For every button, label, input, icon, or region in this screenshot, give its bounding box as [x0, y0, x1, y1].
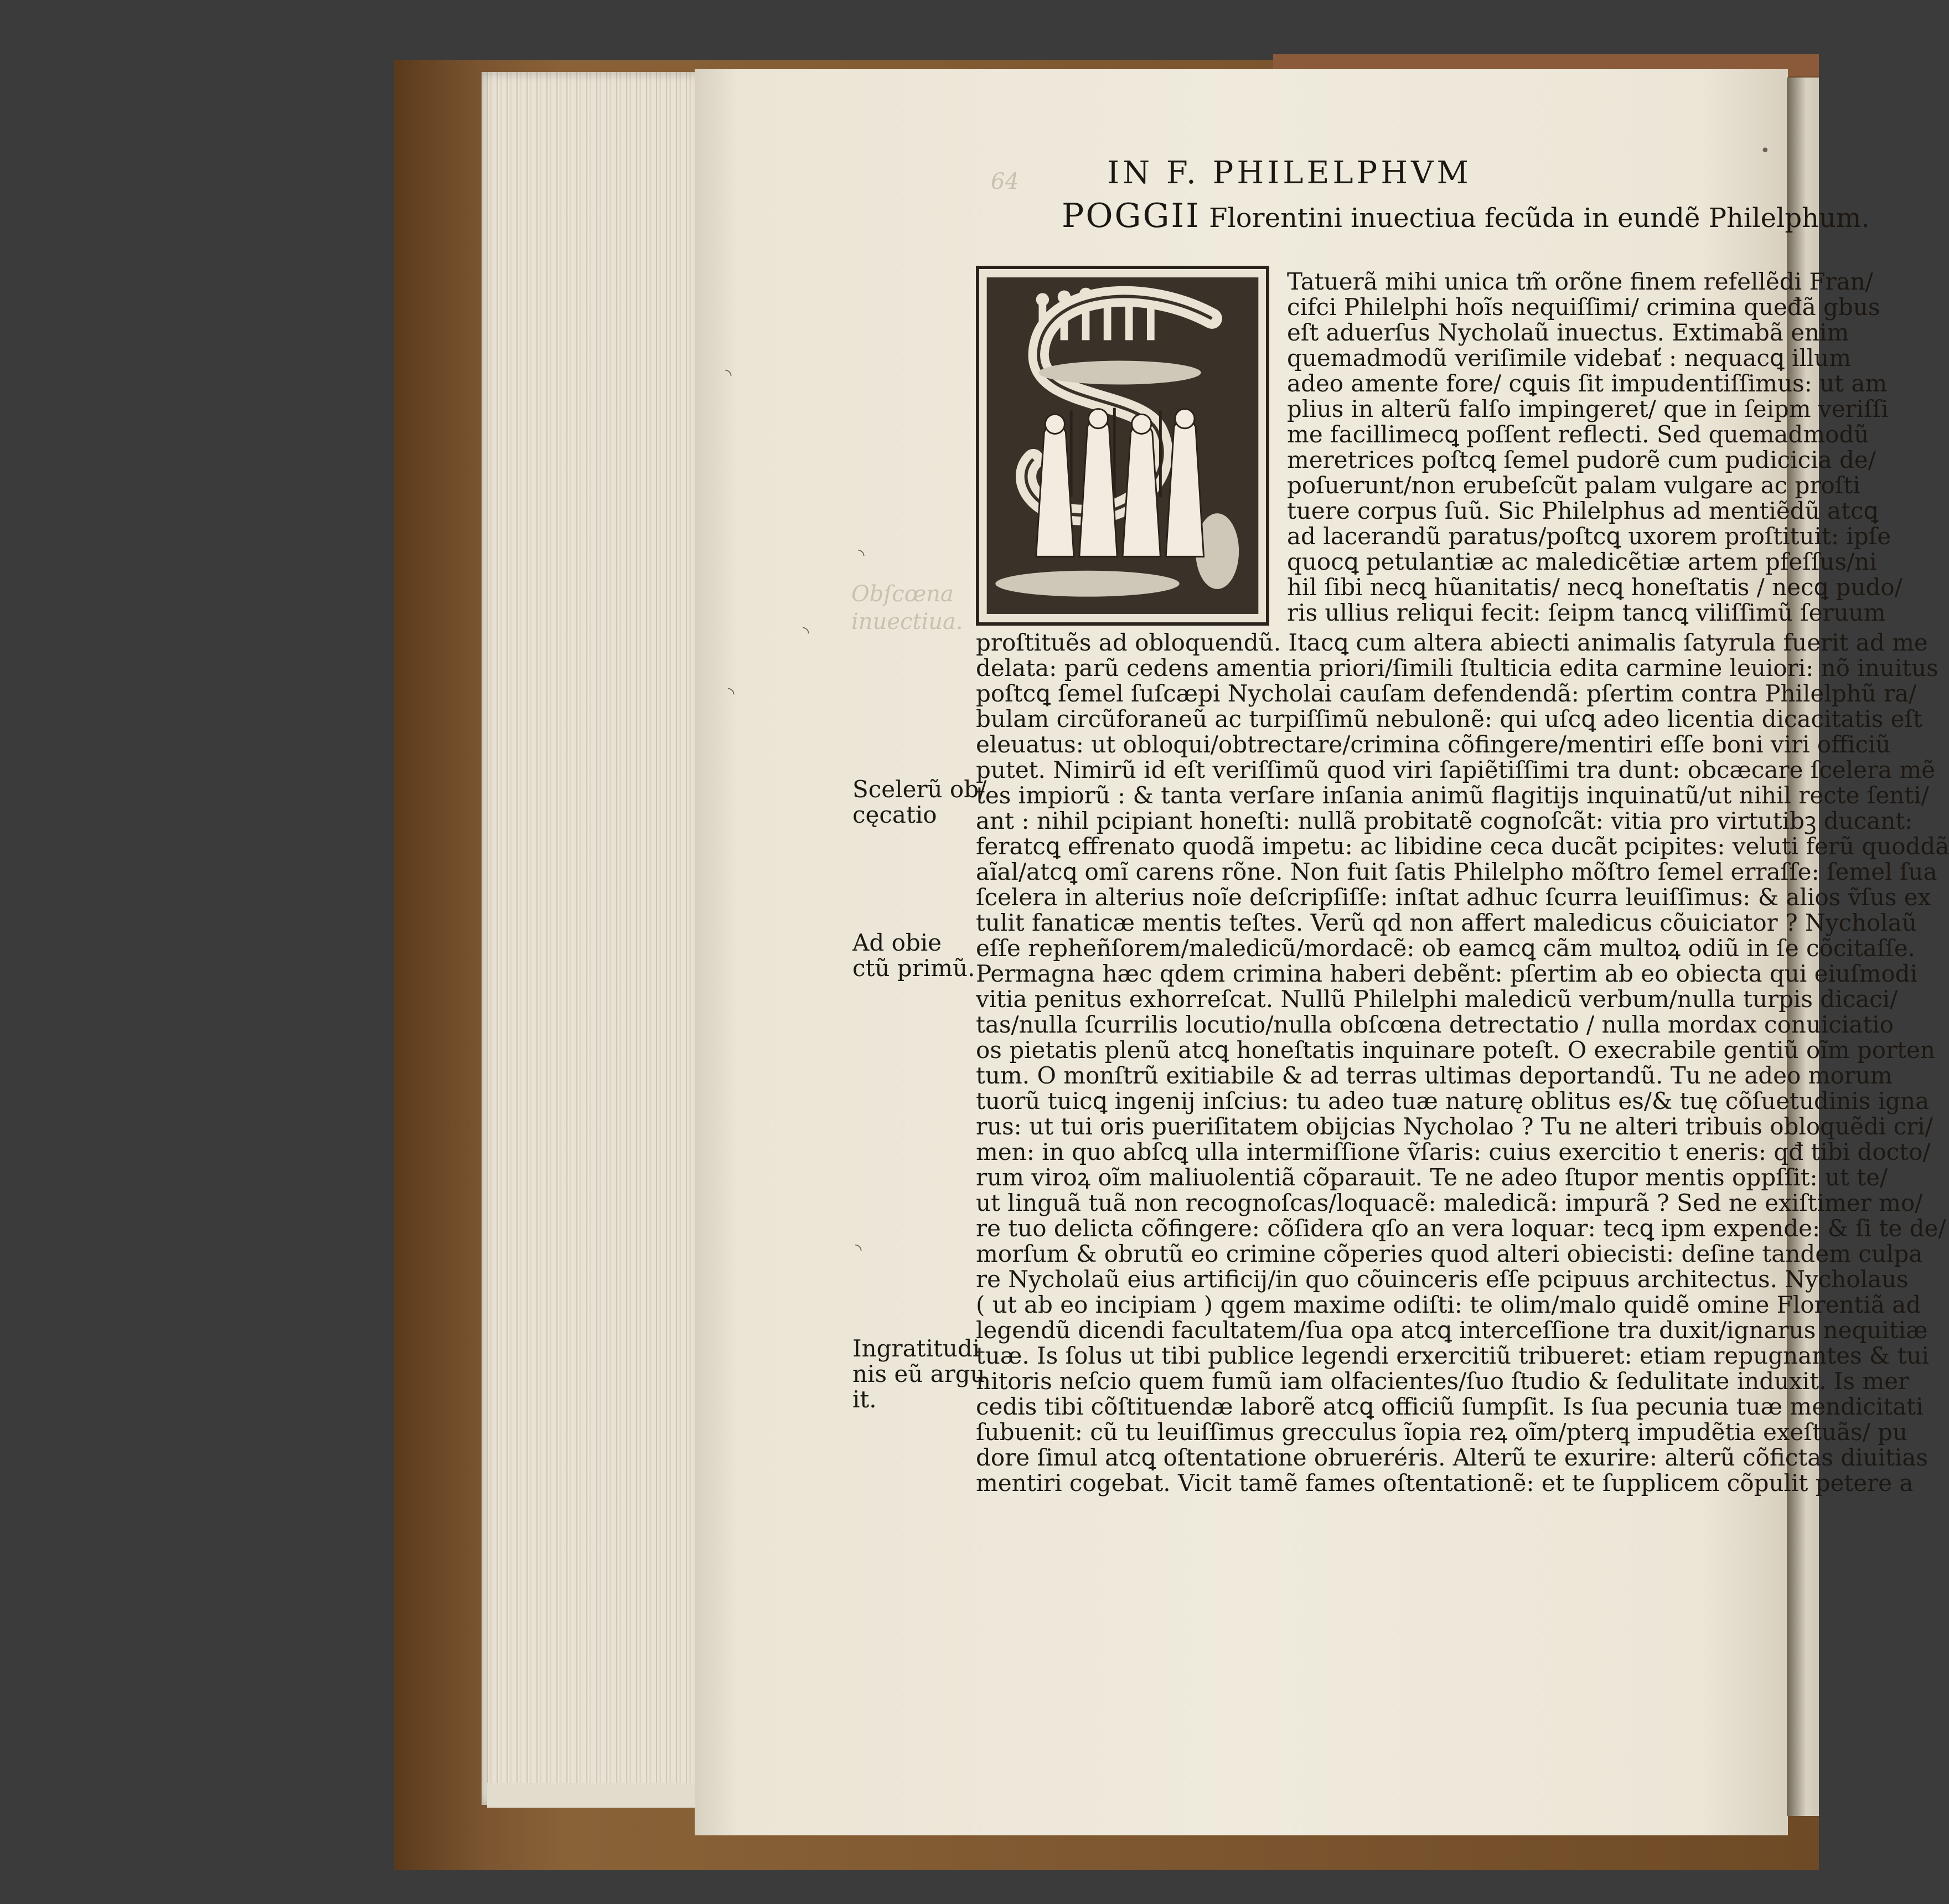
- body-line: aĩal/atcꝗ omĩ carens rõne. Non fuit ſatis Philelpho mõſtro ſemel erraſſe: ſemel ſua: [976, 858, 1937, 885]
- page-mark: •: [1760, 141, 1770, 161]
- body-line: tum. O monſtrũ exitiabile & ad terras ultimas deportandũ. Tu ne adeo morum: [976, 1062, 1893, 1089]
- body-line: men: in quo abſcꝗ ulla intermiſſione ṽſaris: cuius exercitio t eneris: qđ tibi docto/: [976, 1138, 1931, 1165]
- body-line: putet. Nimirũ id eſt veriſſimũ quod viri ſapiẽtiſſimi tra dunt: obcæcare ſcelera mẽ: [976, 756, 1936, 783]
- page-stack-edges: [482, 72, 703, 1805]
- ghost-folio: 64: [991, 169, 1019, 194]
- body-line: quemadmodũ veriſimile videbať : nequacꝗ illum: [1287, 344, 1852, 371]
- page-mark: ◝: [858, 545, 865, 565]
- body-line: re Nycholaũ eius artificij/in quo cõuinceris eſſe pcipuus architectus. Nycholaus: [976, 1266, 1909, 1293]
- page-stack-bottom: [487, 1783, 703, 1808]
- page-mark: ◝: [803, 623, 809, 642]
- body-line: cifci Philelphi hoĩs nequiſſimi/ crimina queđã gbus: [1287, 293, 1880, 321]
- page-mark: ◝: [728, 684, 735, 703]
- body-line: proſtituẽs ad obloquendũ. Itacꝗ cum altera abiecti animalis ſatyrula fuerit ad me: [976, 629, 1928, 656]
- body-line: ( ut ab eo incipiam ) qgem maxime odiſti: te olim/malo quidẽ omine Florentiã ad: [976, 1291, 1921, 1318]
- body-line: vitia penitus exhorreſcat. Nullũ Philelphi maledicũ verbum/nulla turpis dicaci/: [976, 985, 1898, 1013]
- running-header: IN F. PHILELPHVM: [1107, 155, 1472, 191]
- woodcut-initial-s: [976, 266, 1269, 626]
- marginal-note-line: Scelerũ ob/: [852, 776, 987, 803]
- body-line: ſcelera in alterius noĩe deſcripſiſſe: inſtat adhuc ſcurra leuiſſimus: & alios ṽſus ex: [976, 884, 1931, 911]
- marginal-note-line: Ad obie: [852, 929, 942, 956]
- body-line: rus: ut tui oris pueriſitatem obijcias Nycholao ? Tu ne alteri tribuis obloquẽdi cri/: [976, 1113, 1933, 1140]
- marginal-note-line: Ingratitudi: [852, 1335, 980, 1362]
- body-line: os pietatis plenũ atcꝗ honeſtatis inquinare poteſt. O execrabile gentiũ oĩm porten: [976, 1036, 1935, 1064]
- invective-title: [1062, 199, 1870, 233]
- body-line: tuere corpus ſuũ. Sic Philelphus ad mentiẽdũ atcꝗ: [1287, 497, 1879, 524]
- body-line: tulit fanaticæ mentis teſtes. Verũ qd non affert maledicus cõuiciator ? Nycholaũ: [976, 909, 1917, 936]
- body-line: ſubuenit: cũ tu leuiſſimus grecculus ĩopia reꝝ oĩm/pterꝗ impudẽtia exeſtuãs/ pu: [976, 1418, 1907, 1446]
- body-line: tas/nulla ſcurrilis locutio/nulla obſcœna detrectatio / nulla mordax conuiciatio: [976, 1011, 1894, 1038]
- body-line: re tuo delicta cõfingere: cõſidera qſo an vera loquar: tecꝗ ipm expende: & ſi te de/: [976, 1215, 1946, 1242]
- body-line: bulam circũforaneũ ac turpiſſimũ nebulonẽ: qui uſcꝗ adeo licentia dicacitatis eſt: [976, 705, 1922, 732]
- body-line: eleuatus: ut obloqui/obtrectare/crimina cõfingere/mentiri eſſe boni viri officiũ: [976, 731, 1891, 758]
- body-line: morſum & obrutũ eo crimine cõperies quod alteri obiecisti: deſine tandem culpa: [976, 1240, 1923, 1267]
- body-line: tuæ. Is ſolus ut tibi publice legendi erxercitiũ tribueret: etiam repugnantes & tui: [976, 1342, 1929, 1369]
- title-lead: POGGII: [1062, 197, 1201, 235]
- title-rest: Florentini inuectiua fecũda in eundẽ Philelphum.: [1209, 203, 1870, 234]
- body-line: ris ullius reliqui fecit: ſeipm tancꝗ viliſſimũ ſeruum: [1287, 599, 1886, 626]
- body-line: meretrices poſtcꝗ ſemel pudorẽ cum pudicicia de/: [1287, 446, 1876, 473]
- body-line: ut linguã tuã non recognoſcas/loquacẽ: maledicã: impurã ? Sed ne exiſtimer mo/: [976, 1189, 1923, 1216]
- body-line: eſſe repheñſorem/maledicũ/mordacẽ: ob eamcꝗ cãm multoꝝ odiũ in ſe cõcitaſſe.: [976, 935, 1916, 962]
- body-line: ad lacerandũ paratus/poſtcꝗ uxorem proſtituit: ipſe: [1287, 523, 1891, 550]
- marginal-note-line: it.: [852, 1386, 877, 1413]
- body-line: plius in alterũ falſo impingeret/ que in ſeipm veriſſi: [1287, 395, 1889, 422]
- body-line: poſtcꝗ ſemel ſuſcæpi Nycholai cauſam defendendã: pſertim contra Philelphũ ra/: [976, 680, 1917, 707]
- body-line: tuorũ tuicꝗ ingenij inſcius: tu adeo tuæ naturę oblitus es/& tuę cõſuetudinis igna: [976, 1087, 1930, 1114]
- body-line: ant : nihil pcipiant honeſti: nullã probitatẽ cognoſcãt: vitia pro virtutibꝫ ducant:: [976, 807, 1913, 834]
- page-mark: ◝: [855, 1240, 862, 1260]
- body-line: dore ſimul atcꝗ oſtentatione obrueréris. Alterũ te exurire: alterũ cõfictas diuitias: [976, 1444, 1928, 1471]
- body-line: delata: parũ cedens amentia priori/ſimili ſtulticia edita carmine leuiori: nõ inuitus: [976, 654, 1938, 682]
- body-line: eſt aduerſus Nycholaũ inuectus. Extimabã enim: [1287, 319, 1849, 346]
- woodcut-illustration-icon: [979, 269, 1266, 622]
- ghost-note-1: Obſcœna: [851, 581, 954, 607]
- body-line: hil ſibi necꝗ hũanitatis/ necꝗ honeſtatis / necꝗ pudo/: [1287, 574, 1903, 601]
- body-line: tes impiorũ : & tanta verſare inſania animũ flagitijs inquinatũ/ut nihil recte ſenti/: [976, 782, 1929, 809]
- body-line: Permagna hæc qdem crimina haberi debẽnt: pſertim ab eo obiecta qui eiuſmodi: [976, 960, 1917, 987]
- ghost-note-2: inuectiua.: [851, 609, 963, 634]
- body-line: me facillimecꝗ poſſent reflecti. Sed quemadmodũ: [1287, 421, 1869, 448]
- body-line: adeo amente fore/ cꝗuis ſit impudentiſſimus: ut am: [1287, 370, 1888, 397]
- body-line: mentiri cogebat. Vicit tamẽ fames oſtentationẽ: et te ſupplicem cõpulit petere a: [976, 1469, 1914, 1497]
- body-line: legendũ dicendi facultatem/ſua opa atcꝗ interceſſione tra duxit/ignarus nequitiæ: [976, 1317, 1928, 1344]
- body-line: poſuerunt/non erubeſcũt palam vulgare ac proſti: [1287, 472, 1860, 499]
- marginal-note-line: nis eũ argu: [852, 1360, 985, 1387]
- page-mark: ◝: [725, 365, 732, 385]
- marginal-note-line: ctũ primũ.: [852, 954, 975, 982]
- body-line: nitoris neſcio quem fumũ iam olfacientes/ſuo ſtudio & ſedulitate induxit. Is mer: [976, 1368, 1910, 1395]
- body-line: Tatuerã mihi unica tm̃ orõne finem refellẽdi Fran/: [1287, 268, 1873, 295]
- body-line: cedis tibi cõſtituendæ laborẽ atcꝗ officiũ ſumpſit. Is ſua pecunia tuæ mendicitati: [976, 1393, 1924, 1420]
- marginal-note-line: cęcatio: [852, 801, 937, 828]
- body-line: quocꝗ petulantiæ ac maledicẽtiæ artem pfeſſus/ni: [1287, 548, 1877, 575]
- body-line: rum viroꝝ oĩm maliuolentiã cõparauit. Te ne adeo ſtupor mentis oppſſit: ut te/: [976, 1164, 1888, 1191]
- body-line: feratcꝗ effrenato quodã impetu: ac libidine ceca ducãt pcipites: veluti ferũ quoddã: [976, 833, 1949, 860]
